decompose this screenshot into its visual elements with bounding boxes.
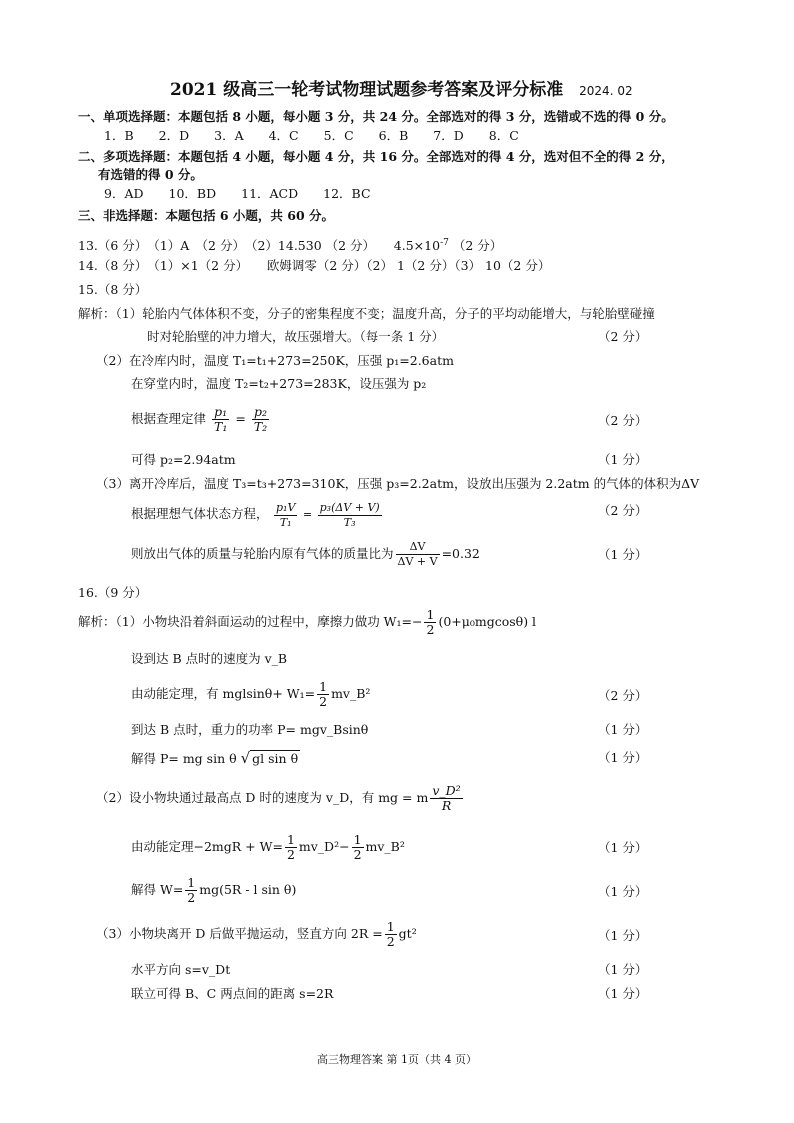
q15-part2-result: 可得 p₂=2.94atm [131,452,236,467]
gas-fraction-right [318,501,382,530]
section-2-heading: 二、多项选择题：本题包括 4 小题，每小题 4 分，共 16 分。全部选对的得 4 分，选对但不全的得 2 分， [78,149,674,164]
frac-num: 1 [353,832,362,847]
q16-part2-result-text: 解得 W= [131,882,184,897]
frac-den: 2 [386,934,395,949]
q16-part1-line2: 设到达 B 点时的速度为 v_B [131,651,288,666]
q15-part2-line2: 在穿堂内时，温度 T₂=t₂+273=283K，设压强为 p₂ [131,376,427,391]
frac-num: 1 [426,607,435,622]
q13-score: （2 分） [452,238,503,254]
frac-den: 2 [319,694,328,709]
frac-num: 1 [286,832,295,847]
q16-part3-text: （3）小物块离开 D 后做平抛运动，竖直方向 2R = [96,926,383,941]
section-3-heading: 三、非选择题：本题包括 6 小题，共 60 分。 [78,208,335,223]
section-1-answers: 1．B 2．D 3．A 4．C 5．C 6．B 7．D 8．C [104,128,519,143]
q16-part3-horizontal: 水平方向 s=v_Dt [131,962,231,977]
centripetal-fraction [430,784,462,813]
q15-gas-law-label: 根据理想气体状态方程， [131,506,269,521]
half-fraction [424,608,436,637]
frac-den: 2 [286,847,295,862]
q16-part2-work-energy-score: （1 分） [598,840,648,855]
equals: = [235,411,246,426]
sqrt-radicand: gl sin θ [252,751,299,766]
frac-den: 2 [353,847,362,862]
q16-friction-text: 解析：（1）小物块沿着斜面运动的过程中，摩擦力做功 W₁=− [78,614,423,629]
q16-part2-energy-tail: mv_B² [365,839,405,854]
half-fraction [352,833,364,862]
q16-part3-horizontal-score: （1 分） [598,962,648,977]
q15-mass-ratio-score: （1 分） [598,547,648,562]
equals: = [302,508,313,521]
exam-date: 2024. 02 [579,84,633,98]
q16-part2-energy-text: 由动能定理−2mgR + W= [131,839,283,854]
half-fraction [385,920,397,949]
q15-part1-line1: 解析：（1）轮胎内气体体积不变，分子的密集程度不变；温度升高，分子的平均动能增大，与轮胎壁碰撞 [78,306,655,321]
page-title [170,82,633,99]
q15-part2-result-score: （1 分） [598,452,648,467]
q16-part2-line1 [96,780,465,816]
q16-part1-work-energy-score: （2 分） [598,688,648,703]
frac-den: 2 [426,622,435,637]
q13-line [78,235,502,254]
q16-work-energy-text: 由动能定理，有 mglsinθ+ W₁= [131,686,316,701]
frac-den: 2 [187,890,196,905]
q16-heading: 16.（9 分） [78,585,148,600]
q15-heading: 15.（8 分） [78,282,148,297]
q15-mass-ratio-label: 则放出气体的质量与轮胎内原有气体的质量比为 [131,546,394,561]
sqrt-icon: √ [240,749,251,767]
frac-den: T₃ [343,515,356,529]
gas-fraction-left [274,501,297,530]
q16-part1-result-score: （1 分） [598,750,648,765]
section-2-heading-cont: 有选错的得 0 分。 [98,167,203,182]
q16-part1-work-energy [131,678,370,710]
frac-num: 1 [319,679,328,694]
mass-ratio-value: =0.32 [441,546,480,561]
q16-part3-distance-score: （1 分） [598,986,648,1001]
q15-part2-line1: （2）在冷库内时，温度 T₁=t₁+273=250K，压强 p₁=2.6atm [96,353,454,368]
frac-den: ΔV + V [397,555,438,568]
frac-num: p₂ [252,405,269,420]
frac-den: R [441,798,452,813]
frac-num: p₃(ΔV + V) [319,500,380,514]
q16-part1-power-score: （1 分） [598,722,648,737]
q16-part2-work-energy [131,831,405,863]
q16-part1-result [131,750,300,767]
frac-den: T₁ [279,515,292,529]
q16-part2-energy-mid: mv_D²− [298,839,350,854]
mass-ratio-fraction [396,540,440,569]
q15-gas-law-score: （2 分） [598,503,648,518]
half-fraction [185,876,197,905]
q16-part3-tail: gt² [398,926,417,941]
q16-work-energy-tail: mv_B² [331,686,371,701]
q15-part1-score: （2 分） [598,329,648,344]
q16-power-result: 解得 P= mg sin θ [131,751,237,766]
q16-part3-vertical-score: （1 分） [598,928,648,943]
section-1-heading: 一、单项选择题：本题包括 8 小题，每小题 3 分，共 24 分。全部选对的得 3 分，选错或不选的得 0 分。 [78,109,674,124]
q15-charles-score: （2 分） [598,413,648,428]
half-fraction [317,680,329,709]
frac-num: 1 [187,875,196,890]
frac-num: ΔV [396,540,440,555]
q15-part1-line2: 时对轮胎壁的冲力增大，故压强增大。（每一条 1 分） [147,329,445,344]
q16-part2-result-tail: mg(5R - l sin θ) [199,882,297,897]
frac-num: v_D² [432,783,461,798]
q16-part2-result [131,874,296,906]
q16-part3-line1 [96,918,417,950]
charles-fraction-right [252,405,269,434]
frac-num: p₁ [212,405,229,420]
q15-part3-line1: （3）离开冷库后，温度 T₃=t₃+273=310K，压强 p₃=2.2atm，设放出压强为 2.2atm 的气体的体积为ΔV [96,476,700,491]
section-2-answers: 9．AD 10．BD 11．ACD 12．BC [104,186,371,201]
q16-part1-line1 [78,606,536,638]
q15-charles-law [131,402,271,436]
q15-gas-law [131,498,384,531]
q13-exponent: -7 [440,238,449,248]
q13-text: 13.（6 分） （1）A （2 分） （2）14.530 （2 分） 4.5×10 [78,238,441,254]
q16-part3-distance: 联立可得 B、C 两点间的距离 s=2R [131,986,334,1001]
frac-den: T₁ [214,419,228,434]
frac-num: p₁V [276,500,296,514]
q16-part2-text: （2）设小物块通过最高点 D 时的速度为 v_D，有 mg = m [96,790,429,805]
q14-line: 14.（8 分） （1）×1（2 分） 欧姆调零（2 分）（2） 1（2 分）（3） 10（2 分） [78,258,551,273]
q16-part1-power: 到达 B 点时，重力的功率 P= mgv_Bsinθ [131,722,369,737]
frac-num: 1 [386,919,395,934]
frac-den: T₂ [253,419,268,434]
q15-mass-ratio [131,538,480,570]
half-fraction [285,833,297,862]
title-text: 2021 级高三一轮考试物理试题参考答案及评分标准 [170,80,564,100]
q16-part2-result-score: （1 分） [598,884,648,899]
q15-charles-label: 根据查理定律 [131,411,207,426]
page-footer: 高三物理答案 第 1页（共 4 页） [317,1053,477,1066]
charles-fraction-left [212,405,229,434]
q16-friction-tail: (0+μ₀mgcosθ) l [438,614,537,629]
